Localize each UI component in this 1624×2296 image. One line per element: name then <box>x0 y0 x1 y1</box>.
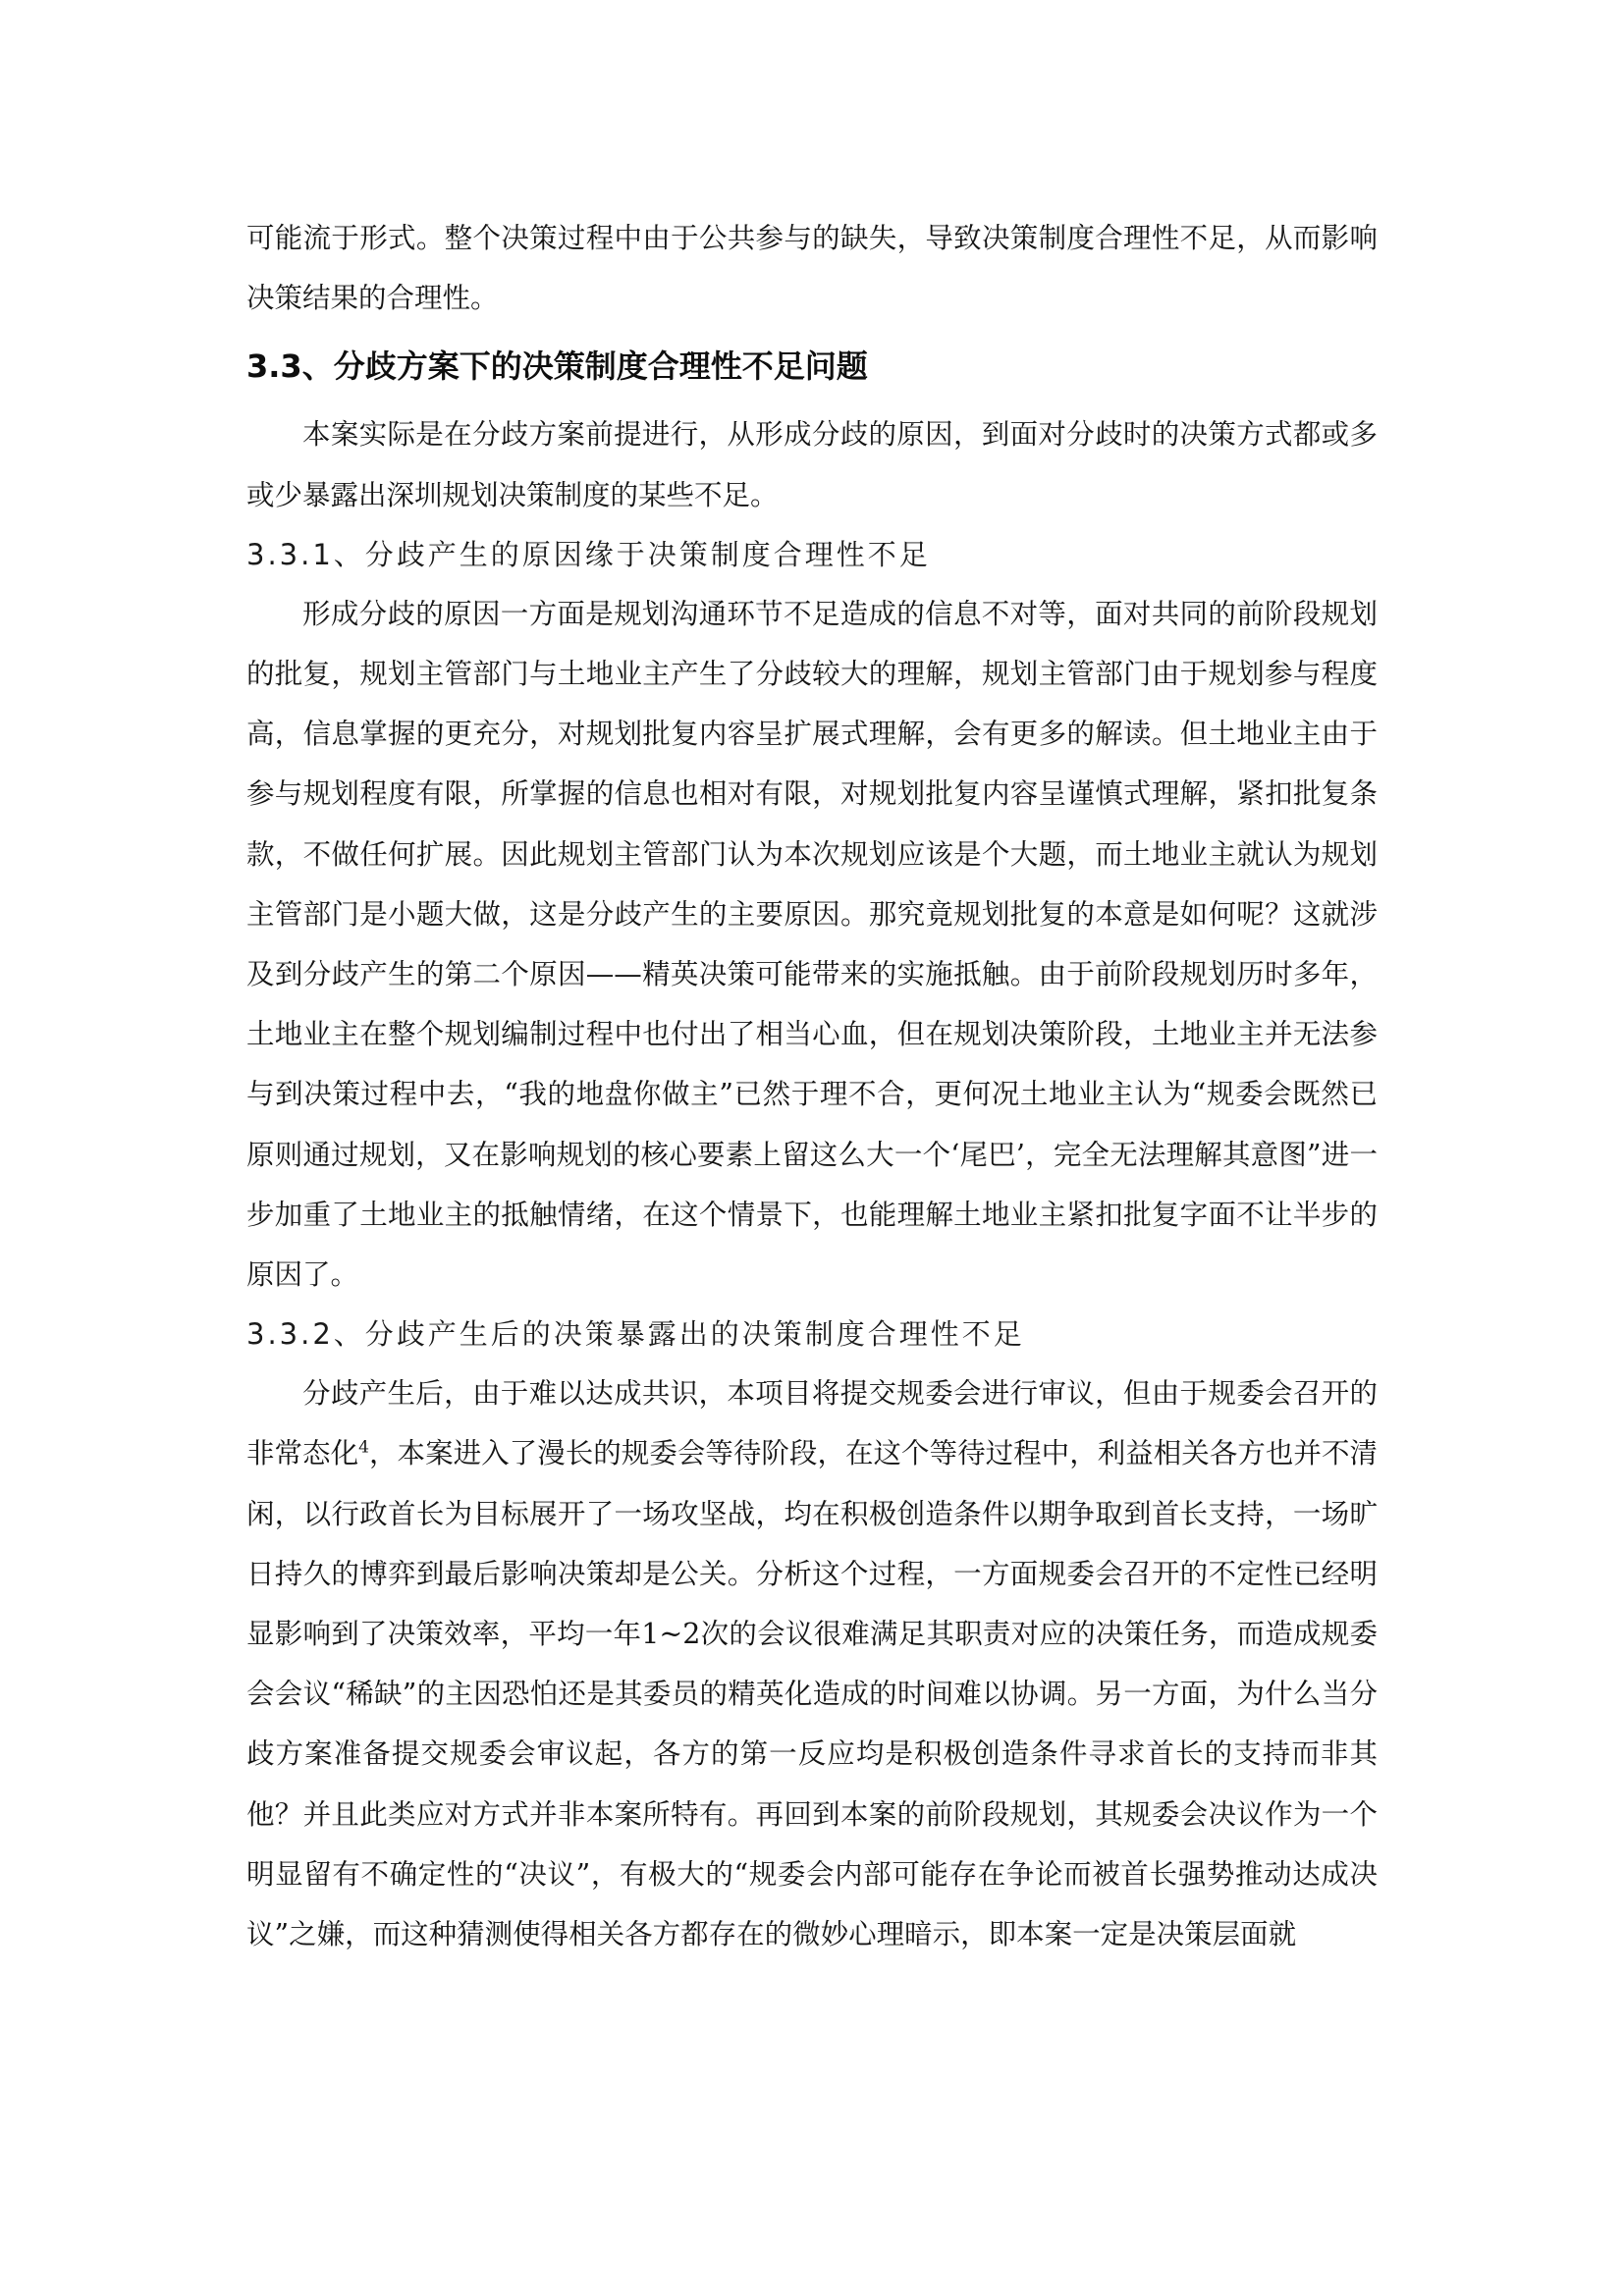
section-3-3-intro: 本案实际是在分歧方案前提进行，从形成分歧的原因，到面对分歧时的决策方式都或多或少暴露出深圳规划决策制度的某些不足。 <box>246 418 1378 511</box>
footnote-reference[interactable]: 4 <box>358 1437 369 1458</box>
body-text-before-footnote: 分歧产生后，由于难以达成共识，本项目将提交规委会进行审议，但由于规委会召开的非常态化 <box>246 1377 1378 1470</box>
subsection-heading-3-3-1: 3.3.1、分歧产生的原因缘于决策制度合理性不足 <box>246 537 931 571</box>
section-heading-3-3: 3.3、分歧方案下的决策制度合理性不足问题 <box>246 347 868 386</box>
subsection-heading-3-3-2: 3.3.2、分歧产生后的决策暴露出的决策制度合理性不足 <box>246 1317 1025 1352</box>
page-content <box>246 208 1378 1964</box>
body-text-after-footnote: ，本案进入了漫长的规委会等待阶段，在这个等待过程中，利益相关各方也并不清闲，以行政首长为目标展开了一场攻坚战，均在积极创造条件以期争取到首长支持，一场旷日持久的博弈到最后影响决策却是公关。分析这个过程，一方面规委会召开的不定性已经明显影响到了决策效率，平均一年1~2次的会议很难满足其职责对应的决策任务，而造成规委会会议“稀缺”的主因恐怕还是其委员的精英化造成的时间难以协调。另一方面，为什么当分歧方案准备提交规委会审议起，各方的第一反应均是积极创造条件寻求首长的支持而非其他？并且此类应对方式并非本案所特有。再回到本案的前阶段规划，其规委会决议作为一个明显留有不确定性的“决议”，有极大的“规委会内部可能存在争论而被首长强势推动达成决议”之嫌，而这种猜测使得相关各方都存在的微妙心理暗示，即本案一定是决策层面就 <box>246 1437 1378 1951</box>
continued-paragraph: 可能流于形式。整个决策过程中由于公共参与的缺失，导致决策制度合理性不足，从而影响决策结果的合理性。 <box>246 222 1378 315</box>
subsection-3-3-1-body: 形成分歧的原因一方面是规划沟通环节不足造成的信息不对等，面对共同的前阶段规划的批复，规划主管部门与土地业主产生了分歧较大的理解，规划主管部门由于规划参与程度高，信息掌握的更充分，对规划批复内容呈扩展式理解，会有更多的解读。但土地业主由于参与规划程度有限，所掌握的信息也相对有限，对规划批复内容呈谨慎式理解，紧扣批复条款，不做任何扩展。因此规划主管部门认为本次规划应该是个大题，而土地业主就认为规划主管部门是小题大做，这是分歧产生的主要原因。那究竟规划批复的本意是如何呢？这就涉及到分歧产生的第二个原因——精英决策可能带来的实施抵触。由于前阶段规划历时多年，土地业主在整个规划编制过程中也付出了相当心血，但在规划决策阶段，土地业主并无法参与到决策过程中去，“我的地盘你做主”已然于理不合，更何况土地业主认为“规委会既然已原则通过规划，又在影响规划的核心要素上留这么大一个‘尾巴’，完全无法理解其意图”进一步加重了土地业主的抵触情绪，在这个情景下，也能理解土地业主紧扣批复字面不让半步的原因了。 <box>246 597 1378 1292</box>
subsection-3-3-2-body <box>246 1363 1378 1964</box>
